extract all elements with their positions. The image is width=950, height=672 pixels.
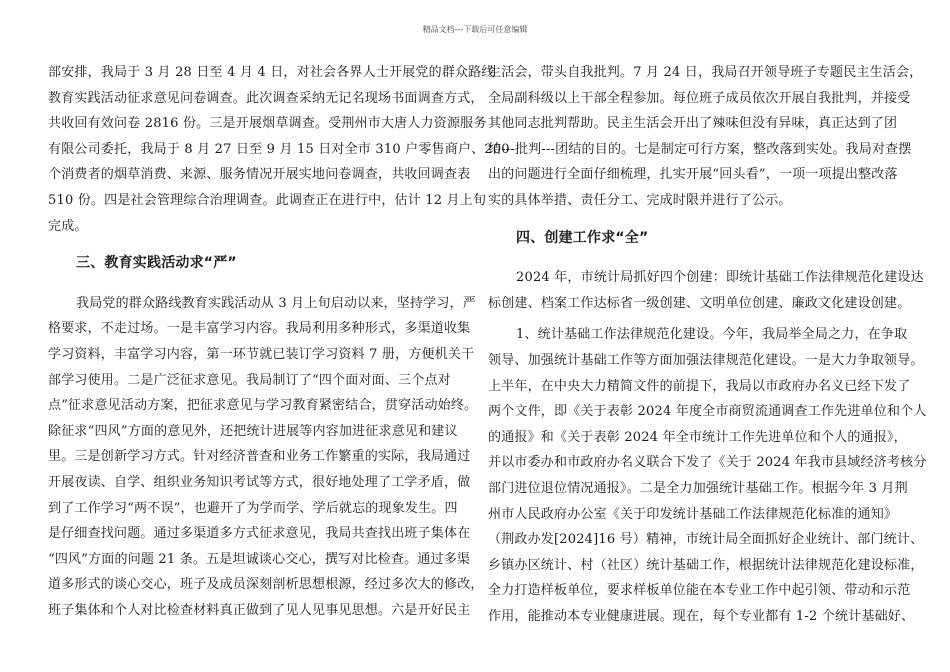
text-line: 并以市委办和市政府办名义联合下发了《关于 2024 年我市县域经济考核分 bbox=[488, 455, 927, 471]
paragraph-legal-standardization bbox=[488, 322, 927, 629]
text-line: 部安排，我局于 3 月 28 日至 4 月 4 日，对社会各界人士开展党的群众路线 bbox=[48, 65, 495, 80]
left-column bbox=[48, 60, 510, 623]
text-line: 生活会，带头自我批判。7 月 24 日，我局召开领导班子专题民主生活会， bbox=[488, 65, 923, 80]
text-line: 结---批判---团结的目的。七是制定可行方案，整改落到实处。我局对查摆 bbox=[488, 141, 912, 157]
text-line: 有限公司委托，我局于 8 月 27 日至 9 月 15 日对全市 310 户零售商户、200 bbox=[48, 141, 510, 157]
paragraph-democratic-life bbox=[488, 60, 923, 214]
text-line: （荆政办发[2024]16 号）精神，市统计局全面抓好企业统计、部门统计、 bbox=[488, 532, 924, 548]
text-line: 部学习使用。二是广泛征求意见。我局制订了“四个面对面、三个点对 bbox=[48, 372, 451, 388]
text-line: 班子集体和个人对比检查材料真正做到了见人见事见思想。六是开好民主 bbox=[48, 602, 471, 618]
text-line: 两个文件，即《关于表彰 2024 年度全市商贸流通调查工作先进单位和个人 bbox=[488, 404, 927, 420]
text-line: 实的具体举措、责任分工、完成时限并进行了公示。 bbox=[488, 192, 792, 208]
text-line: 完成。 bbox=[48, 218, 88, 234]
text-line: 是仔细查找问题。通过多渠道多方式征求意见，我局共查找出班子集体在 bbox=[48, 526, 471, 542]
section-heading-creation: 四、创建工作求“全” bbox=[516, 229, 649, 246]
paragraph-creation-intro bbox=[488, 265, 924, 316]
text-line: 乡镇办区统计、村（社区）统计基础工作，根据统计法律规范化建设标准， bbox=[488, 557, 924, 573]
text-line: 道多形式的谈心交心，班子及成员深刻剖析思想根源，经过多次大的修改， bbox=[48, 577, 484, 593]
text-line: 开展夜读、自学、组织业务知识考试等方式，很好地处理了工学矛盾，做 bbox=[48, 474, 471, 490]
right-column bbox=[488, 60, 927, 629]
paragraph-education bbox=[48, 291, 484, 624]
text-line: 1、统计基础工作法律规范化建设。今年，我局举全局之力，在争取 bbox=[516, 327, 908, 343]
text-line: 其他同志批判帮助。民主生活会开出了辣味但没有异味，真正达到了团 bbox=[488, 116, 898, 132]
text-line: 2024 年，市统计局抓好四个创建：即统计基础工作法律规范化建设达 bbox=[516, 270, 924, 286]
paragraph-surveys bbox=[48, 60, 510, 239]
text-line: 标创建、档案工作达标省一级创建、文明单位创建、廉政文化建设创建。 bbox=[488, 295, 911, 311]
text-line: 共收回有效问卷 2816 份。三是开展烟草调查。受荆州市大唐人力资源服务 bbox=[48, 116, 487, 132]
text-line: 个消费者的烟草消费、来源、服务情况开展实地问卷调查，共收回调查表 bbox=[48, 167, 471, 183]
text-line: 州市人民政府办公室《关于印发统计基础工作法律规范化标准的通知》 bbox=[488, 506, 898, 522]
text-line: 全局副科级以上干部全程参加。每位班子成员依次开展自我批判，并接受 bbox=[488, 90, 911, 106]
text-line: 里。三是创新学习方式。针对经济普查和业务工作繁重的实际，我局通过 bbox=[48, 449, 471, 465]
page-header: 精品文档---下载后可任意编辑 bbox=[422, 25, 528, 34]
text-line: 上半年，在中央大力精简文件的前提下，我局以市政府办名义已经下发了 bbox=[488, 378, 911, 394]
text-line: 510 份。四是社会管理综合治理调查。此调查正在进行中，估计 12 月上旬 bbox=[48, 192, 487, 208]
text-line: 部门进位退位情况通报》。二是全力加强统计基础工作。根据今年 3 月荆 bbox=[488, 480, 908, 496]
text-line: 除征求“四风”方面的意见外，还把统计进展等内容加进征求意见和建议 bbox=[48, 423, 458, 439]
text-line: 到了工作学习“两不误”，也避开了为学而学、学后就忘的现象发生。四 bbox=[48, 500, 458, 516]
text-line: 格要求，不走过场。一是丰富学习内容。我局利用多种形式，多渠道收集 bbox=[48, 321, 471, 337]
text-line: 教育实践活动征求意见问卷调查。此次调查采纳无记名现场书面调查方式， bbox=[48, 90, 484, 106]
text-line: 领导、加强统计基础工作等方面加强法律规范化建设。一是大力争取领导。 bbox=[488, 352, 924, 368]
text-line: “四风”方面的问题 21 条。五是坦诚谈心交心，撰写对比检查。通过多渠 bbox=[48, 551, 471, 567]
text-line: 学习资料，丰富学习内容，第一环节就已装订学习资料 7 册，方便机关干 bbox=[48, 346, 475, 362]
text-line: 点”征求意见活动方案，把征求意见与学习教育紧密结合，贯穿活动始终。 bbox=[48, 398, 478, 414]
text-line: 全力打造样板单位，要求样板单位能在本专业工作中起引领、带动和示范 bbox=[488, 583, 911, 599]
text-line: 的通报》和《关于表彰 2024 年全市统计工作先进单位和个人的通报》， bbox=[488, 429, 907, 445]
text-line: 作用，能推动本专业健康进展。现在，每个专业都有 1-2 个统计基础好、 bbox=[488, 608, 915, 624]
text-line: 出的问题进行全面仔细梳理，扎实开展“回头看”，一项一项提出整改落 bbox=[488, 167, 898, 183]
section-heading-education: 三、教育实践活动求“严” bbox=[76, 255, 237, 272]
text-line: 我局党的群众路线教育实践活动从 3 月上旬启动以来，坚持学习，严 bbox=[76, 295, 476, 311]
